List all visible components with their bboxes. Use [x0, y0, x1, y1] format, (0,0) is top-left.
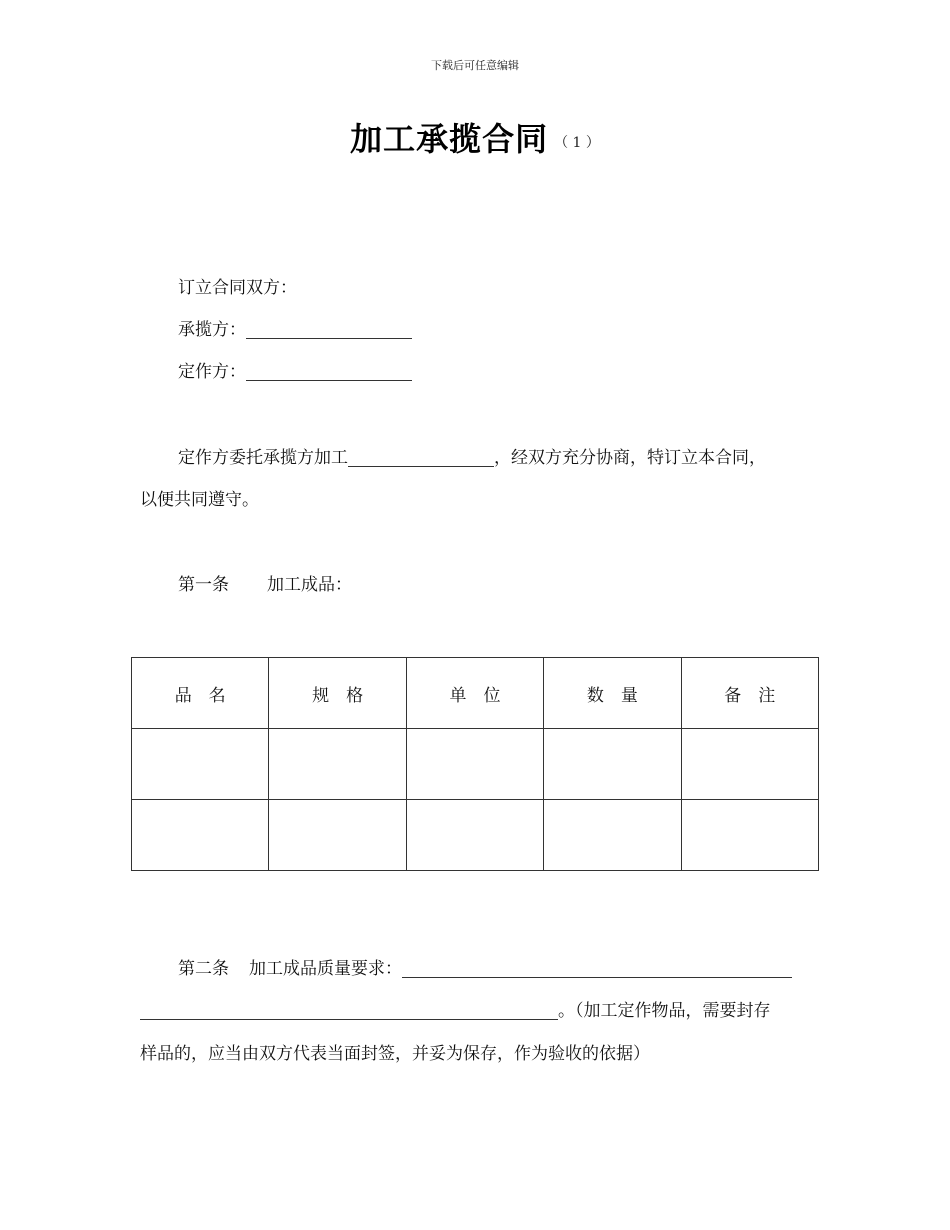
article-2-title: 加工成品质量要求： — [249, 959, 402, 979]
document-title: 加工承揽合同 — [350, 120, 549, 158]
header-remarks: 备 注 — [681, 658, 818, 729]
table-cell[interactable] — [132, 729, 269, 800]
header-unit: 单 位 — [406, 658, 543, 729]
article-2-number: 第二条 — [178, 959, 229, 979]
article-1-title: 加工成品： — [267, 575, 352, 595]
intro-text-after: ，经双方充分协商，特订立本合同， — [494, 448, 766, 468]
table-cell[interactable] — [681, 800, 818, 871]
article-2-line-2 — [140, 1001, 771, 1021]
processing-item-blank[interactable] — [348, 450, 494, 467]
table-cell[interactable] — [269, 800, 406, 871]
products-table — [131, 657, 819, 871]
client-blank[interactable] — [246, 364, 412, 381]
contractor-blank[interactable] — [246, 322, 412, 339]
table-cell[interactable] — [544, 800, 681, 871]
header-quantity: 数 量 — [544, 658, 681, 729]
table-cell[interactable] — [132, 800, 269, 871]
header-specification: 规 格 — [269, 658, 406, 729]
article-2-line-3: 样品的，应当由双方代表当面封签，并妥为保存，作为验收的依据） — [140, 1044, 650, 1064]
article-1-number: 第一条 — [178, 575, 229, 595]
client-line — [178, 362, 412, 382]
table-cell[interactable] — [269, 729, 406, 800]
quality-requirement-blank-2[interactable] — [140, 1003, 558, 1020]
intro-line-1 — [178, 448, 766, 468]
table-header-row — [132, 658, 819, 729]
contractor-label: 承揽方： — [178, 320, 246, 340]
table-cell[interactable] — [544, 729, 681, 800]
header-note: 下载后可任意编辑 — [431, 59, 519, 72]
article-1-heading — [178, 575, 352, 595]
header-product-name: 品 名 — [132, 658, 269, 729]
parties-heading: 订立合同双方： — [178, 278, 297, 298]
intro-text-before: 定作方委托承揽方加工 — [178, 448, 348, 468]
client-label: 定作方： — [178, 362, 246, 382]
contractor-line — [178, 320, 412, 340]
article-2-line-1 — [178, 959, 792, 979]
intro-line-2: 以便共同遵守。 — [140, 490, 259, 510]
table-row — [132, 729, 819, 800]
quality-requirement-blank-1[interactable] — [402, 961, 792, 978]
article-2-note-start: 。（加工定作物品，需要封存 — [558, 1001, 771, 1021]
table-cell[interactable] — [681, 729, 818, 800]
title-suffix: （ 1 ） — [554, 135, 600, 151]
title-row — [0, 114, 950, 160]
table-cell[interactable] — [406, 729, 543, 800]
table-cell[interactable] — [406, 800, 543, 871]
table-row — [132, 800, 819, 871]
